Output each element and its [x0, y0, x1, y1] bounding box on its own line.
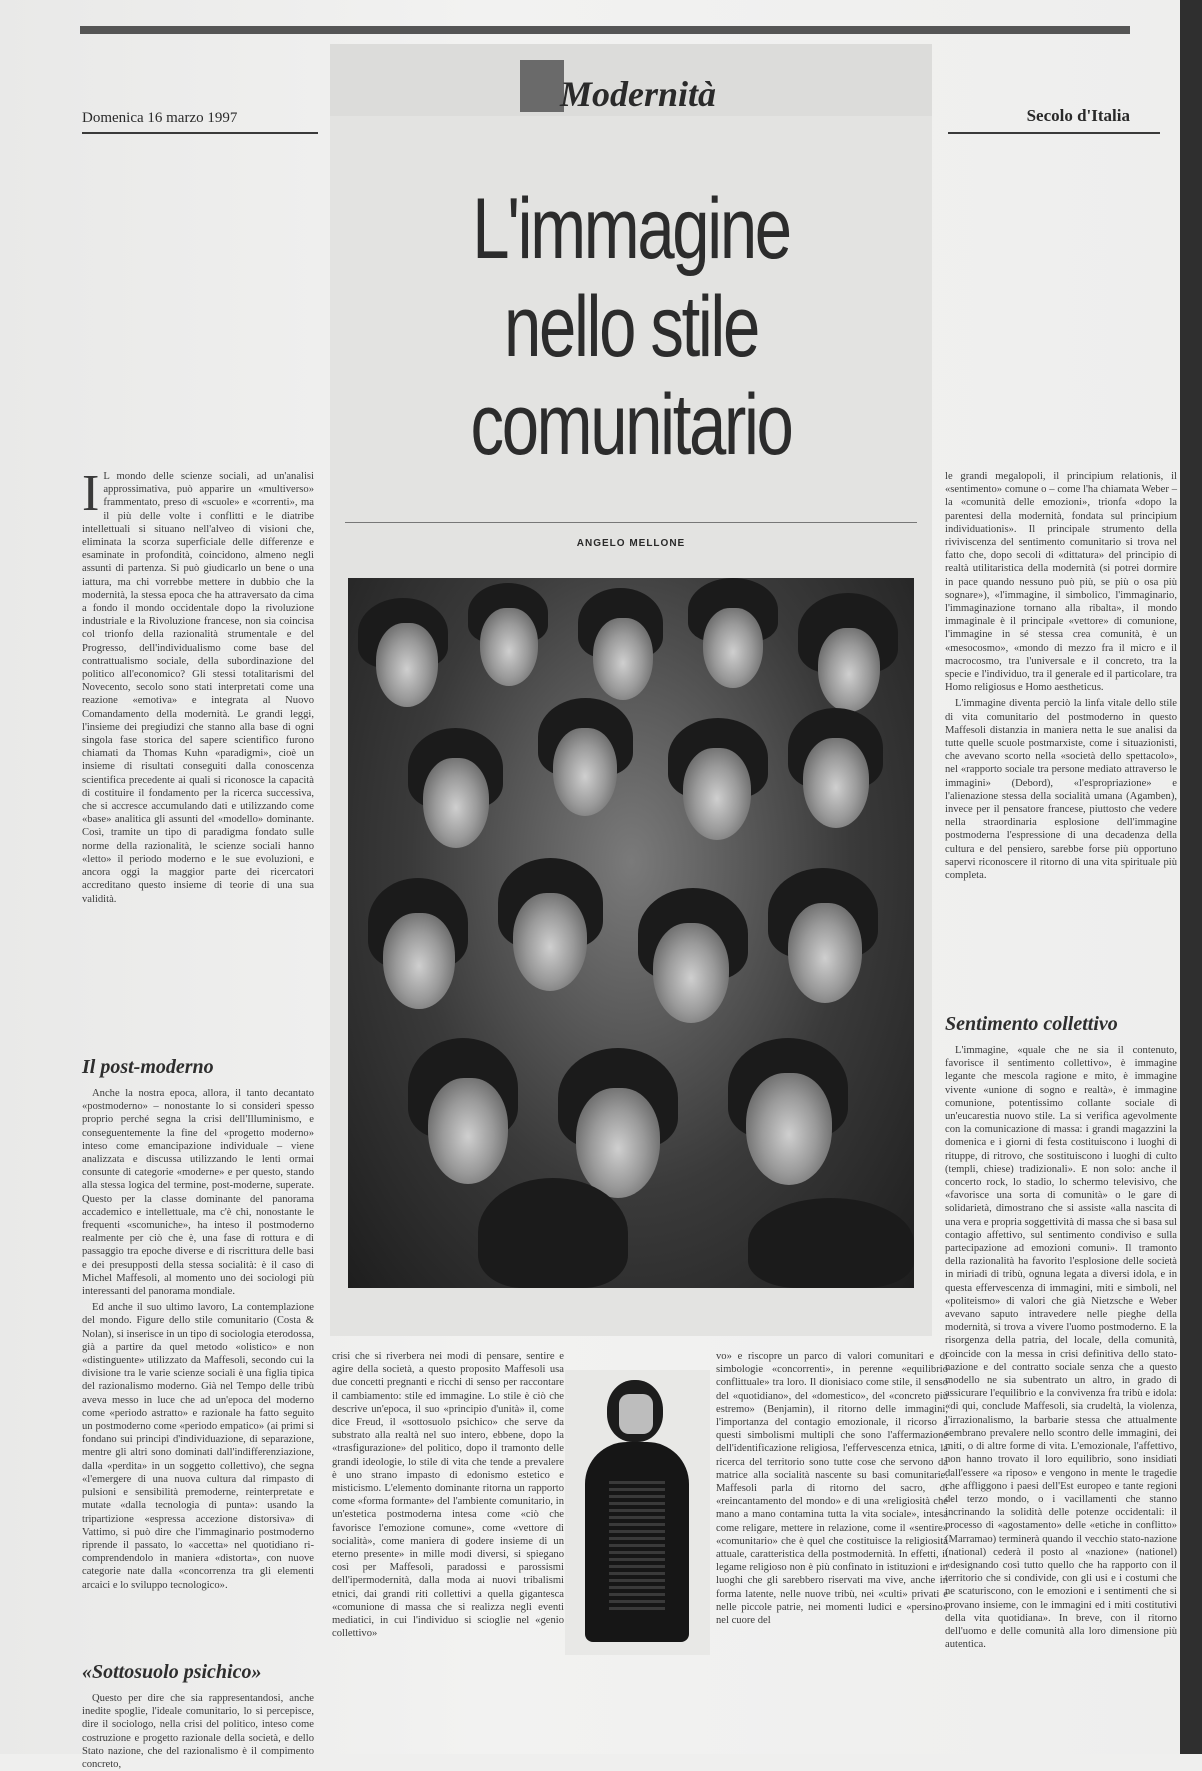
- photo-face: [653, 923, 729, 1023]
- paragraph: L'immagine diventa perciò la linfa vitale dello stile di vita comunitario del postmoderno in questo Maffesoli distanzia in maniera netta le sue analisi da tutte quelle scuole postmarxiste, come i situazionisti, che avevano scorto nella «società dello spettacolo», nel «rapporto sociale tra persone mediato attraverso le immagini» (Debord), «l'espropriazione» e l'alienazione stessa della socialità umana (Agamben), invece per il pensatore francese, piuttosto che vedere nella straordinaria esplosione dell'immagine postmoderna l'espressione di una decadenza della cultura e del pensiero, sarebbe forse più opportuno sapervi riconoscere il ritorno di una vita spirituale più completa.: [945, 698, 1177, 882]
- header-rule-left: [82, 132, 318, 134]
- paragraph: Ed anche il suo ultimo lavoro, La contemplazione del mondo. Figure dello stile comunitario (Costa & Nolan), si inserisce in un tipo di sociologia eterodossa, già a partire da quel metodo «olistico» e non «distinguente» utilizzato da Maffesoli, secondo cui la divisione tra le varie scienze sociali è una figlia tipica del razionalismo moderno. Già nel Tempo delle tribù aveva messo in luce che ad un'epoca del moderno come «periodo astratto» e razionale ha fatto seguito un postmoderno come «periodo empatico» (ai primi si fondano sui principi d'individuazione, di separazione, mentre gli altri sono dominati dall'indifferenziazione, dalla «perdita» in un soggetto collettivo), che segna «l'emergere di una nuova cultura dal rimpasto di pulsioni e sensibilità premoderne, reinterpretate e mutate «dalla tecnologia di punta»: usando la tripartizione «espressa accezione distorsiva» di Vattimo, si può dire che l'immaginario postmoderno riprende il passato, lo «accetta» nel quotidiano ri-comprendendolo in maniera «distorta», con nuove categorie nate dalla «concorrenza tra gli elementi arcaici e lo sviluppo tecnologico».: [82, 1302, 314, 1591]
- photo-face: [383, 913, 455, 1009]
- byline-rule: [345, 522, 917, 523]
- photo-face: [788, 903, 862, 1003]
- headline-line-2: nello stile: [504, 279, 758, 375]
- section-initial-block: [520, 60, 564, 112]
- middle-column-1: [332, 1350, 564, 1643]
- photo-face: [553, 728, 617, 816]
- photo-face: [513, 893, 587, 991]
- photo-face: [593, 618, 653, 700]
- section-sentimento: [945, 1002, 1177, 1654]
- headline: [396, 180, 866, 474]
- photo-face: [683, 748, 751, 840]
- intro-text: L mondo delle scienze sociali, ad un'analisi approssimativa, può apparire un «multiverso» frammentato, preso di «scuole» e «correnti», ma il più delle volte i conflitti e le diatribe intellettuali si situano nell'alveo di visioni che, eliminata la scorza superficiale delle differenze e esaminate in profondità, coincidono, almeno negli assunti di partenza. Si può giudicarlo un bene o una iattura, ma chi vorrebbe mettere in dubbio che la modernità, la stessa epoca che ha attraversato da cima a fondo il mondo occidentale dopo la rivoluzione industriale e la Rivoluzione francese, non sia coincisa col trionfo della razionalità strumentale e del Progresso, dell'individualismo come base del contrattualismo sociale, della subordinazione del politico all'economico? Gli stessi totalitarismi del Novecento, secolo sono stati interpretati come una reazione «emotiva» e integrata al Nuovo Comandamento della modernità. Le grandi leggi, l'insieme dei pregiudizi che stanno alla base di ogni singola fase storica del sapere scientifico furono chiamati da Thomas Kuhn «paradigmi», cioè un insieme di risultati conseguiti dalla conoscenza scientifica precedente ai quali si riconosce la capacità di costituire il fondamento per la ricerca successiva, che si accresce accumulando dati e utilizzando come «base» analitica gli assunti del «modello» dominante. Così, tramite un tipo di paradigma fondato sulle norme della razionalità, le scienze sociali hanno «letto» il periodo moderno e le sue evoluzioni, e ancora oggi la maggior parte dei ricercatori accreditano questo insieme di teorie di una sua validità.: [82, 471, 314, 905]
- photo-hair: [748, 1198, 914, 1288]
- photo-face: [576, 1088, 660, 1198]
- illustration-detail: [609, 1480, 665, 1610]
- subhead-sentimento: Sentimento collettivo: [945, 1013, 1118, 1035]
- section-word: [560, 76, 716, 112]
- header-rule-right: [948, 132, 1160, 134]
- section-initial: M: [560, 74, 593, 114]
- top-rule: [80, 26, 1130, 34]
- right-column: [945, 470, 1177, 885]
- section-post-moderno: [82, 1045, 314, 1595]
- byline: ANGELO MELLONE: [576, 538, 686, 549]
- headline-line-1: L'immagine: [472, 181, 790, 277]
- photo-hair: [478, 1178, 628, 1288]
- photo-face: [803, 738, 869, 828]
- dropcap: I: [82, 465, 100, 522]
- photo-face: [423, 758, 489, 848]
- section-rest: odernità: [592, 74, 717, 114]
- newspaper-name: Secolo d'Italia: [1026, 106, 1130, 125]
- subhead-post-moderno: Il post-moderno: [82, 1056, 214, 1078]
- illustration-figure: [565, 1370, 710, 1655]
- section-sottosuolo: [82, 1660, 314, 1771]
- paragraph: L'immagine, «quale che ne sia il contenuto, favorisce il sentimento collettivo», è immagine legante che mescola ragione e mito, è immagine vivente «unione di sogno e realtà», è immagine comunione, potentissimo collante sociale di un'eucarestia nuovo stile. La si verifica agevolmente con la comunicazione di massa: i grandi magazzini la domenica e i giorni di festa costituiscono i luoghi di rituppe, di ritrovo, che sostituiscono i luoghi di culto (templi, chiese) tradizionali». E non solo: anche il concerto rock, lo stadio, lo schermo televisivo, che «favorisce una sorta di comunità» o le gare di solidarietà, dimostrano che si assiste «alla nascita di una vera e propria soggettività di massa che si basa sul contagio affettivo, sul sentimento condiviso e sulla partecipazione ad emozioni comuni». Il tramonto della razionalità ha favorito l'esplosione delle società in miriadi di tribù, ognuna legata a diversi idola, e in questa effervescenza di immagini, miti e simboli, nel «politeismo» di valori che già Nietzsche e Weber avevano saputo intravedere nelle pieghe della modernità, si trova a vivere l'uomo postmoderno. E la risorgenza della patria, del locale, della comunità, coincide con la messa in crisi definitiva dello stato-nazione e del contratto sociale senza che a questo modello ne sia subentrato un altro, in grado di assicurare l'equilibrio e la convivenza fra tribù e idola: «di qui, conclude Maffesoli, sia crudeltà, la violenza, l'irrazionalismo, la barbarie stessa che attualmente sembrano prevalere nello scontro delle immagini, dei miti, o di altre forme di vita. L'emozionale, l'affettivo, non hanno trovato il loro equilibrio, sono insidiati dall'essere «a riposo» e vengono in mente le tragedie che affliggono i paesi dell'Est europeo e tante regioni del terzo mondo, o i vacillamenti che stanno incrinando la solidità delle potenze occidentali: il processo di «agostamento» delle «etiche in conflitto» (Marramao) terminerà quando il vecchio stato-nazione (national) cederà il posto al «nazione» (nationel) «designando così tutto quello che ha rapporto con il territorio che si condivide, con gli usi e i costumi che ne scaturiscono, con le emozioni e i sentimenti che si provano insieme, con le immagini ed i miti costitutivi della vita quotidiana». In breve, con il ritorno dell'uomo e delle comunità alla loro dimensione più autentica.: [945, 1045, 1177, 1651]
- photo-face: [746, 1073, 832, 1185]
- article-intro: [82, 465, 314, 909]
- crowd-photo: [348, 578, 914, 1288]
- paragraph: vo» e riscopre un parco di valori comunitari e di simbologie «concorrenti», in perenne «equilibrio conflittuale» tra loro. Il dionisiaco come stile, il senso del «quotidiano», del «domestico», del «concreto più estremo» (Benjamin), il ritorno delle immagini, l'importanza del contagio emozionale, il ricorso a questi simbolismi multipli che sono l'affermazione dell'identificazione religiosa, l'effervescenza etnica, la ricerca del territorio sono tutte cose che servono da matrice alla socialità nascente su basi comunitarie. Maffesoli parla di ritorno del sacro, di «reincantamento del mondo» e di una «religiosità che mano a mano contamina tutta la vita sociale», intesa come religare, mettere in relazione, come il «sentire» «comunitario» che è quel che costituisce la religiosità attuale, caratteristica della postmodernità. In effetti, il legame religioso non è più confinato in istituzioni e in luoghi che gli sarebbero riservati ma vive, anche in forma latente, nelle nuove tribù, nei «culti» privati e nelle piccole patrie, nei momenti ludici e «persino» nel cuore del: [716, 1351, 948, 1627]
- issue-date: Domenica 16 marzo 1997: [82, 110, 238, 126]
- photo-face: [818, 628, 880, 712]
- paragraph: le grandi megalopoli, il principium relationis, il «sentimento» comune o – come l'ha chiamata Weber – la «comunità delle emozioni», trionfa «dopo la parentesi della modernità, fondata sul principium individuationis». Il principale strumento della riviviscenza del sentimento comunitario si trova nel fatto che, dopo secoli di «dittatura» del principio di realtà utilitaristica della modernità (si potrei dormire in pace quando nessuno può più, se più o osa più sognare»), «l'immagine, il simbolico, l'immaginario, l'immaginazione tornano alla ribalta», il mondo immaginale è il principale «vettore» di comunione, l'immagine in sé stessa crea comunità, è un «mesocosmo», «mondo di mezzo fra il micro e il macrocosmo, tra l'universale e il concreto, tra la specie e l'individuo, tra il generale ed il particolare, tra Homo religiosus e Homo aestheticus.: [945, 471, 1177, 694]
- illustration-face: [619, 1394, 653, 1434]
- paragraph: Anche la nostra epoca, allora, il tanto decantato «postmoderno» – nonostante lo si consideri spesso proprio perché segna la crisi dell'Illuminismo, e conseguentemente la fine del «progetto moderno» inteso come emancipazione individuale – viene analizzata e discussa utilizzando le lenti ormai consunte di categorie «moderne» e per questo, stando alla stessa logica del termine, post-moderne, superate. Questo per la classe dominante del panorama accademico e intellettuale, ma c'è chi, nonostante le frequenti «scomuniche», ha inteso il postmoderno realmente per ciò che è, una fase di rottura e di passaggio tra epoche diverse e di riscrittura delle basi e dei presupposti della stessa socialità: è il caso di Michel Maffesoli, al momento uno dei sociologi più interessanti del panorama mondiale.: [82, 1088, 314, 1298]
- photo-face: [480, 608, 538, 686]
- scan-edge: [1180, 0, 1202, 1754]
- subhead-sottosuolo: «Sottosuolo psichico»: [82, 1661, 262, 1683]
- middle-column-2: [716, 1350, 948, 1630]
- intro-paragraph: [82, 465, 314, 906]
- photo-face: [376, 623, 438, 707]
- photo-face: [703, 608, 763, 688]
- paragraph: crisi che si riverbera nei modi di pensare, sentire e agire della società, a questo proposito Maffesoli usa due concetti pregnanti e ricchi di senso per raccontare il cambiamento: stile ed immagine. Lo stile è ciò che descrive un'epoca, il suo «principio d'unità» il, come dice Freud, il «sottosuolo psichico» che serve da substrato alla realtà nel suo intero, ebbene, dopo la «trasfigurazione» del politico, dopo il tramonto delle grandi ideologie, lo stile di vita che tende a prevalere è uno strano impasto di edonismo estetico e misticismo. L'elemento dominante ritorna un rapporto come «forma formante» del l'ambiente comunitario, in un'estetica postmoderna intesa come «ciò che favorisce l'emozione comune», come «vettore di socialità», come maniera di godere insieme di un eterno presente» in mille modi diversi, si spiegano così per Maffesoli, paradossi e parossismi dell'ipermodernità, dalla moda ai nuovi tribalismi etnici, dai grandi riti collettivi a quella gigantesca «comunione di massa che si realizza negli eventi mediatici, in cui l'individuo si scioglie nel «genio collettivo»: [332, 1351, 564, 1640]
- photo-face: [428, 1078, 508, 1184]
- headline-line-3: comunitario: [470, 377, 792, 473]
- paragraph: Questo per dire che sia rappresentandosi, anche inedite spoglie, l'ideale comunitario, lo si percepisce, dire il sociologo, nella crisi del politico, inteso come costruzione e progetto razionale della società, e dello Stato nazione, che del razionalismo è il compimento concreto,: [82, 1693, 314, 1771]
- section-title: [520, 56, 716, 112]
